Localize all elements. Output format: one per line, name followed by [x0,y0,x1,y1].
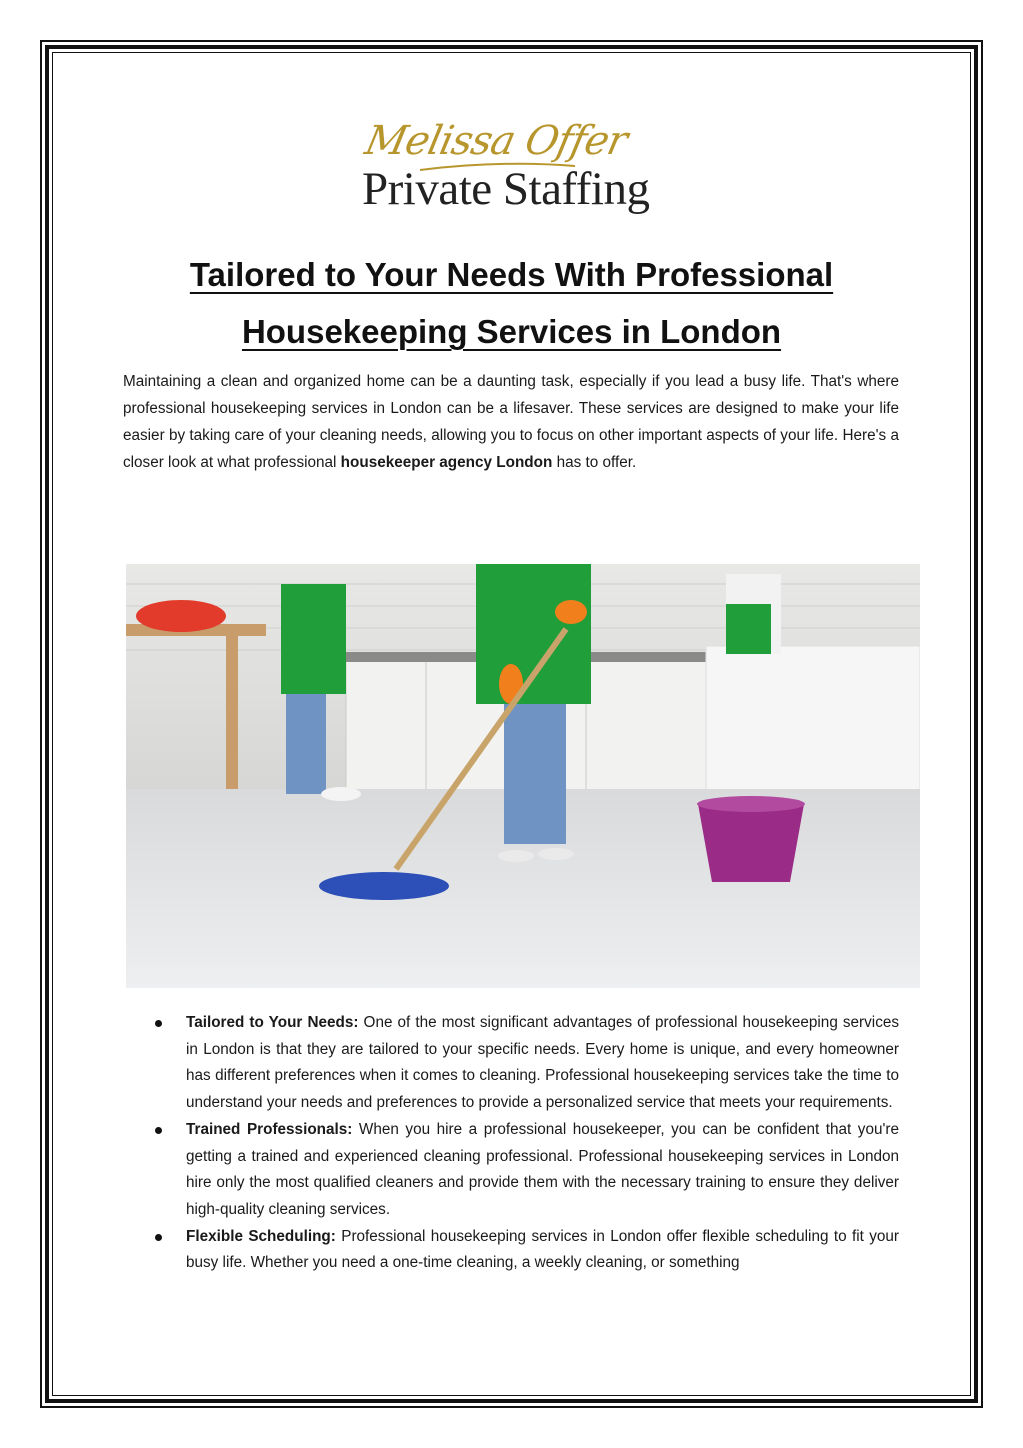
advantages-list [150,1010,899,1277]
intro-bold-keyword: housekeeper agency London [340,454,553,471]
list-item [150,1117,899,1224]
logo-main-text: Private Staffing [362,163,650,215]
title-line-2: Housekeeping Services in London [241,313,782,350]
bullet-text: When you hire a professional housekeeper, you can be confident that you're getting a trained and experienced cleaning professional. Professional housekeeping services in London hire only the most qualified cleaners and provide them with the necessary training to ensure they deliver high-quality cleaning services. [186,1120,899,1218]
bullet-icon [155,1234,162,1241]
bullet-heading: Tailored to Your Needs: [186,1014,359,1031]
intro-text: Maintaining a clean and organized home can be a daunting task, especially if you lead a busy life. That's where professional housekeeping services in London can be a lifesaver. These services are designed to make your life easier by taking care of your cleaning needs, allowing you to focus on other important aspects of your life. Here's a closer look at what professional [123,373,899,471]
company-logo [360,118,665,228]
bullet-text: Professional housekeeping services in London offer flexible scheduling to fit your busy life. Whether you need a one-time cleaning, a weekly cleaning, or something [186,1227,899,1272]
bullet-icon [155,1127,162,1134]
list-item [150,1010,899,1117]
bullet-heading: Flexible Scheduling: [186,1227,336,1245]
bullet-icon [155,1020,162,1027]
title-line-1: Tailored to Your Needs With Professional [189,256,834,293]
intro-text-end: has to offer. [552,454,637,471]
list-item [150,1224,899,1277]
logo-script-text: Melissa Offer [361,118,631,164]
bullet-text: One of the most significant advantages of professional housekeeping services in London is that they are tailored to your specific needs. Every home is unique, and every homeowner has different preferences when it comes to cleaning. Professional housekeeping services take the time to understand your needs and preferences to provide a personalized service that meets your requirements. [186,1014,899,1112]
bullet-heading: Trained Professionals: [186,1120,353,1138]
cleaning-photo [126,564,920,988]
page-title [120,246,903,360]
intro-paragraph [123,368,899,476]
